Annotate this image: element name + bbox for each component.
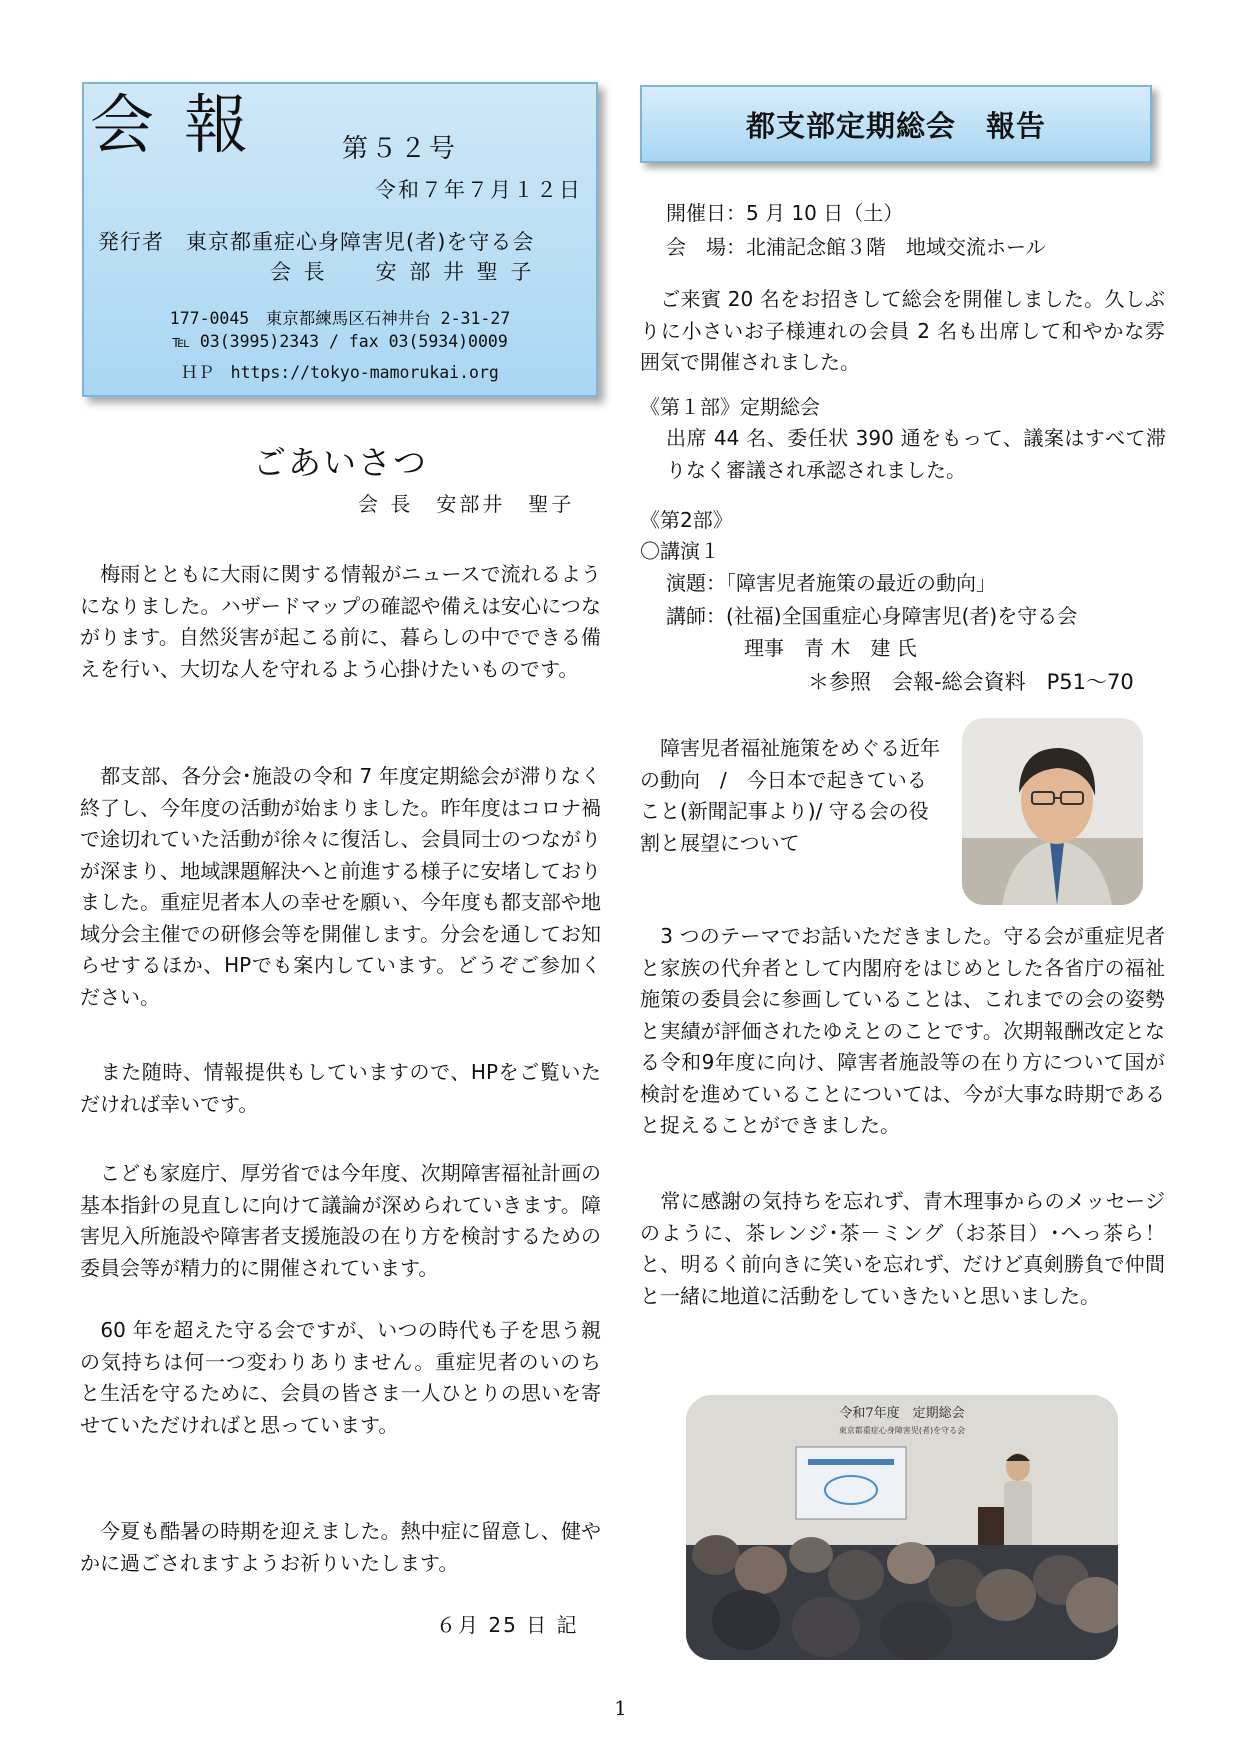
- lecture-heading: 〇講演１: [640, 539, 720, 563]
- part1-heading: 《第１部》定期総会: [640, 395, 820, 419]
- newsletter-title: 会報: [90, 89, 278, 163]
- greeting-paragraph: こども家庭庁、厚労省では今年度、次期障害福祉計画の基本指針の見直しに向けて議論が深められていきます。障害児入所施設や障害者支援施設の在り方を検討するための委員会等が精力的に開催されています。: [80, 1161, 601, 1280]
- part2-heading: 《第2部》: [640, 508, 733, 532]
- summary-paragraph: 3 つのテーマでお話いただきました。守る会が重症児者と家族の代弁者として内閣府をはじめとした各省庁の福祉施策の委員会に参画していることは、これまでの会の姿勢と実績が評価されたゆえとのことです。次期報酬改定となる令和9年度に向け、障害者施設等の在り方について国が検討を進めていることについては、今が大事な時期であると捉えることができました。: [640, 924, 1165, 1137]
- lecture-title: 演題：「障害児者施策の最近の動向」: [666, 571, 996, 595]
- held-date: 開催日：5 月 10 日（土）: [666, 201, 904, 225]
- event-photo: [686, 1395, 1118, 1660]
- president: 会 長 安 部 井 聖 子: [270, 260, 535, 284]
- report-title-banner: [640, 85, 1152, 163]
- issue-number: 第５２号: [342, 134, 459, 164]
- greeting-paragraph: 都支部、各分会･施設の令和 7 年度定期総会が滞りなく終了し、今年度の活動が始まりました。昨年度はコロナ禍で途切れていた活動が徐々に復活し、会員同士のつながりが深まり、地域課題解決へと前進する様子に安堵しておりました。重症児者本人の幸せを願い、今年度も都支部や地域分会主催での研修会等を開催します。分会を通してお知らせするほか、HPでも案内しています。どうぞご参加ください。: [80, 764, 601, 1009]
- venue: 会 場：北浦記念館３階 地域交流ホール: [666, 235, 1046, 259]
- lecturer-name: 理事 青 木 建 氏: [744, 636, 917, 660]
- masthead-box: [82, 82, 598, 397]
- report-intro: ご来賓 20 名をお招きして総会を開催しました。久しぶりに小さいお子様連れの会員 2 名も出席して和やかな雰囲気で開催されました。: [640, 287, 1165, 374]
- report-title: 都支部定期総会 報告: [745, 108, 1046, 143]
- greeting-paragraph: 梅雨とともに大雨に関する情報がニュースで流れるようになりました。ハザードマップの確認や備えは安心につながります。自然災害が起こる前に、暮らしの中でできる備えを行い、大切な人を守れるよう心掛けたいものです。: [80, 562, 601, 681]
- homepage: ＨＰ https://tokyo-mamorukai.org: [181, 363, 499, 382]
- photo-banner-line1: 令和7年度 定期総会: [839, 1406, 965, 1421]
- publisher: 発行者 東京都重症心身障害児(者)を守る会: [98, 230, 535, 254]
- event-photo-illustration: [686, 1395, 1118, 1660]
- greeting-author: 会 長 安部井 聖子: [358, 492, 575, 516]
- speaker-photo: [962, 718, 1143, 905]
- greeting-paragraph: 今夏も酷暑の時期を迎えました。熱中症に留意し、健やかに過ごされますようお祈りいたします。: [80, 1519, 601, 1575]
- photo-banner-line2: 東京都重症心身障害児(者)を守る会: [838, 1426, 966, 1435]
- greeting-date: ６月 25 日 記: [436, 1613, 579, 1637]
- page-number: 1: [614, 1696, 627, 1720]
- lecturer: 講師：(社福)全国重症心身障害児(者)を守る会: [666, 604, 1078, 628]
- greeting-title: ごあいさつ: [253, 443, 428, 482]
- lecture-topics: 障害児者福祉施策をめぐる近年の動向 / 今日本で起きていること(新聞記事より)/ 守る会の役割と展望について: [640, 736, 940, 855]
- summary-paragraph: 常に感謝の気持ちを忘れず、青木理事からのメッセージのように、茶レンジ･茶－ミング（お茶目）･へっ茶ら！と、明るく前向きに笑いを忘れず、だけど真剣勝負で仲間と一緒に地道に活動をしていきたいと思いました。: [640, 1189, 1165, 1308]
- greeting-paragraph: また随時、情報提供もしていますので、HPをご覧いただければ幸いです。: [80, 1060, 601, 1116]
- part1-body: 出席 44 名、委任状 390 通をもって、議案はすべて滞りなく審議され承認されました。: [666, 426, 1166, 482]
- issue-date: 令和７年７月１２日: [375, 178, 582, 202]
- reference-note: ＊参照 会報-総会資料 P51～70: [808, 670, 1134, 694]
- greeting-paragraph: 60 年を超えた守る会ですが、いつの時代も子を思う親の気持ちは何一つ変わりありません。重症児者のいのちと生活を守るために、会員の皆さま一人ひとりの思いを寄せていただければと思っています。: [80, 1318, 601, 1437]
- phone: ℡ 03(3995)2343 / fax 03(5934)0009: [172, 332, 508, 351]
- address: 177-0045 東京都練馬区石神井台 2-31-27: [169, 309, 511, 328]
- speaker-photo-illustration: [962, 718, 1143, 905]
